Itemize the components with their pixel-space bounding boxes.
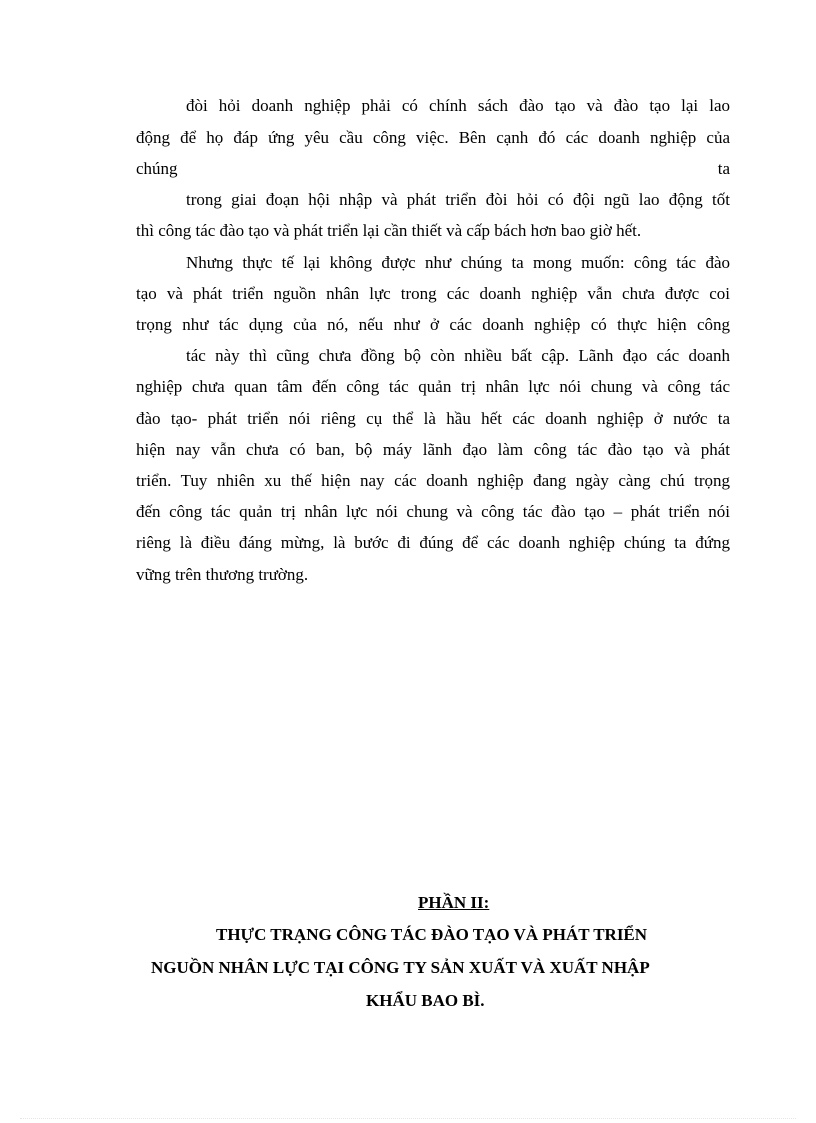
page-bottom-rule <box>20 1118 796 1119</box>
body-line-16: vững trên thương trường. <box>136 565 309 584</box>
body-line-13: triển. Tuy nhiên xu thế hiện nay các doanh nghiệp đang ngày càng chú trọng <box>136 471 730 490</box>
body-line-12: hiện nay vẫn chưa có ban, bộ máy lãnh đạo làm công tác đào tạo và phát <box>136 440 730 459</box>
body-line-8: trọng như tác dụng của nó, nếu như ở các doanh nghiệp có thực hiện công <box>136 315 730 334</box>
body-line-11: đào tạo- phát triển nói riêng cụ thể là hầu hết các doanh nghiệp ở nước ta <box>136 409 730 428</box>
section-title-line-1: THỰC TRẠNG CÔNG TÁC ĐÀO TẠO VÀ PHÁT TRIỂN <box>216 925 648 944</box>
body-line-10: nghiệp chưa quan tâm đến công tác quản trị nhân lực nói chung và công tác <box>136 377 730 396</box>
body-line-7: tạo và phát triển nguồn nhân lực trong các doanh nghiệp vẫn chưa được coi <box>136 284 730 303</box>
body-line-9: tác này thì cũng chưa đồng bộ còn nhiều bất cập. Lãnh đạo các doanh <box>186 346 730 365</box>
body-line-6: Nhưng thực tế lại không được như chúng ta mong muốn: công tác đào <box>186 253 730 272</box>
body-line-1: đòi hỏi doanh nghiệp phải có chính sách đào tạo và đào tạo lại lao <box>186 96 730 115</box>
section-part-label-row <box>0 886 816 920</box>
body-line-3: chúng ta <box>136 159 730 178</box>
body-line-2: động để họ đáp ứng yêu cầu công việc. Bên cạnh đó các doanh nghiệp của <box>136 128 730 147</box>
section-title-line-3: KHẨU BAO BÌ. <box>366 991 485 1010</box>
section-part-label: PHẦN II: <box>418 893 490 912</box>
body-line-4: trong giai đoạn hội nhập và phát triển đòi hỏi có đội ngũ lao động tốt <box>186 190 730 209</box>
body-line-5: thì công tác đào tạo và phát triển lại cần thiết và cấp bách hơn bao giờ hết. <box>136 221 642 240</box>
body-line-15: riêng là điều đáng mừng, là bước đi đúng để các doanh nghiệp chúng ta đứng <box>136 533 730 552</box>
section-title-line-2: NGUỒN NHÂN LỰC TẠI CÔNG TY SẢN XUẤT VÀ XUẤT NHẬP <box>151 958 650 977</box>
body-line-14: đến công tác quản trị nhân lực nói chung và công tác đào tạo – phát triển nói <box>136 502 730 521</box>
